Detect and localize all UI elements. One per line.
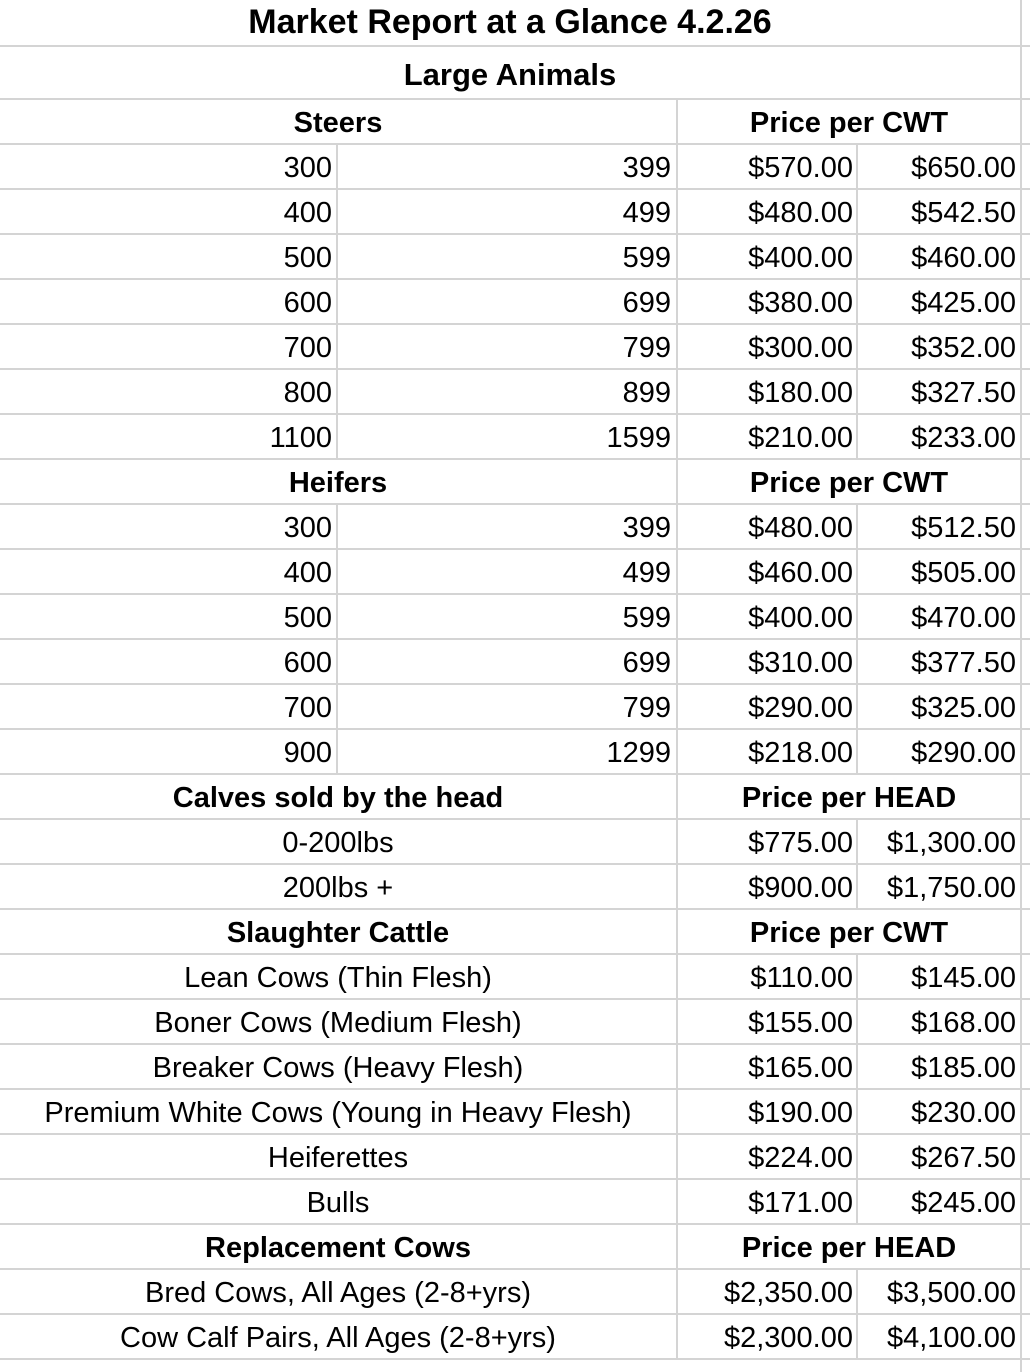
weight-from: 300 [283,152,332,184]
table-row [0,235,1030,280]
price-low: $900.00 [748,872,853,904]
price-high: $230.00 [911,1097,1016,1129]
weight-to: 399 [622,512,671,544]
table-row [0,865,1030,910]
price-low: $400.00 [748,242,853,274]
weight-from: 300 [283,512,332,544]
weight-to: 599 [622,602,671,634]
weight-to: 799 [622,332,671,364]
price-header: Price per CWT [749,467,949,499]
weight-from: 600 [283,647,332,679]
price-low: $400.00 [748,602,853,634]
table-row [0,325,1030,370]
table-row [0,505,1030,550]
table-row [0,1045,1030,1090]
price-header: Price per HEAD [741,782,957,814]
table-row [0,145,1030,190]
weight-from: 700 [283,692,332,724]
price-low: $290.00 [748,692,853,724]
price-low: $180.00 [748,377,853,409]
price-high: $470.00 [911,602,1016,634]
weight-to: 499 [622,197,671,229]
row-label: Boner Cows (Medium Flesh) [154,1007,522,1039]
section-header: Heifers [288,467,388,499]
price-low: $210.00 [748,422,853,454]
price-low: $171.00 [748,1187,853,1219]
table-row [0,1090,1030,1135]
weight-to: 1299 [606,737,671,769]
price-high: $325.00 [911,692,1016,724]
row-label: Breaker Cows (Heavy Flesh) [152,1052,524,1084]
section-header-row [0,460,1030,505]
row-label: 0-200lbs [282,827,394,859]
price-high: $245.00 [911,1187,1016,1219]
table-row [0,550,1030,595]
weight-from: 1100 [269,422,332,454]
price-high: $542.50 [911,197,1016,229]
weight-from: 900 [283,737,332,769]
weight-from: 400 [283,197,332,229]
price-high: $1,750.00 [886,872,1016,904]
table-row [0,1135,1030,1180]
table-row [0,415,1030,460]
section-header-row [0,100,1030,145]
page-subtitle: Large Animals [403,57,617,92]
table-row [0,640,1030,685]
price-high: $290.00 [911,737,1016,769]
price-high: $460.00 [911,242,1016,274]
grid-line [1020,0,1022,1372]
price-high: $233.00 [911,422,1016,454]
price-high: $377.50 [911,647,1016,679]
row-label: 200lbs + [282,872,394,904]
price-low: $300.00 [748,332,853,364]
weight-from: 400 [283,557,332,589]
subtitle-row [0,47,1030,100]
price-high: $145.00 [911,962,1016,994]
table-row [0,190,1030,235]
price-high: $352.00 [911,332,1016,364]
price-high: $505.00 [911,557,1016,589]
price-high: $650.00 [911,152,1016,184]
price-low: $2,350.00 [723,1277,853,1309]
weight-to: 1599 [606,422,671,454]
price-high: $168.00 [911,1007,1016,1039]
weight-from: 500 [283,602,332,634]
weight-to: 399 [622,152,671,184]
price-high: $4,100.00 [886,1322,1016,1354]
price-low: $480.00 [748,512,853,544]
section-header: Calves sold by the head [172,782,504,814]
price-high: $3,500.00 [886,1277,1016,1309]
section-header: Replacement Cows [205,1232,471,1264]
price-header: Price per CWT [749,917,949,949]
table-row [0,820,1030,865]
price-header: Price per HEAD [741,1232,957,1264]
row-label: Heiferettes [267,1142,409,1174]
weight-from: 800 [283,377,332,409]
table-row [0,955,1030,1000]
table-row [0,1315,1030,1360]
weight-to: 899 [622,377,671,409]
table-row [0,595,1030,640]
price-low: $190.00 [748,1097,853,1129]
section-header: Steers [293,107,383,139]
price-high: $267.50 [911,1142,1016,1174]
price-low: $310.00 [748,647,853,679]
price-high: $185.00 [911,1052,1016,1084]
section-header: Slaughter Cattle [226,917,450,949]
section-header-row [0,1225,1030,1270]
row-label: Cow Calf Pairs, All Ages (2-8+yrs) [120,1322,556,1354]
price-high: $327.50 [911,377,1016,409]
weight-to: 699 [622,287,671,319]
weight-to: 799 [622,692,671,724]
row-label: Bulls [306,1187,370,1219]
table-row [0,685,1030,730]
price-low: $380.00 [748,287,853,319]
price-high: $512.50 [911,512,1016,544]
row-label: Bred Cows, All Ages (2-8+yrs) [144,1277,531,1309]
weight-to: 699 [622,647,671,679]
price-low: $460.00 [748,557,853,589]
table-row [0,730,1030,775]
price-low: $570.00 [748,152,853,184]
table-row [0,280,1030,325]
row-label: Lean Cows (Thin Flesh) [184,962,492,994]
price-low: $775.00 [748,827,853,859]
price-high: $1,300.00 [886,827,1016,859]
row-label: Premium White Cows (Young in Heavy Flesh) [44,1097,632,1129]
price-header: Price per CWT [749,107,949,139]
table-row [0,1000,1030,1045]
price-low: $165.00 [748,1052,853,1084]
price-low: $110.00 [750,962,853,994]
table-row [0,370,1030,415]
price-low: $218.00 [748,737,853,769]
title-row [0,0,1030,47]
price-high: $425.00 [911,287,1016,319]
price-low: $2,300.00 [723,1322,853,1354]
price-low: $155.00 [748,1007,853,1039]
price-low: $480.00 [748,197,853,229]
weight-to: 499 [622,557,671,589]
table-row [0,1180,1030,1225]
weight-to: 599 [622,242,671,274]
weight-from: 600 [283,287,332,319]
table-row [0,1270,1030,1315]
price-low: $224.00 [748,1142,853,1174]
page-title: Market Report at a Glance 4.2.26 [248,3,772,41]
section-header-row [0,910,1030,955]
weight-from: 700 [283,332,332,364]
section-header-row [0,775,1030,820]
weight-from: 500 [283,242,332,274]
